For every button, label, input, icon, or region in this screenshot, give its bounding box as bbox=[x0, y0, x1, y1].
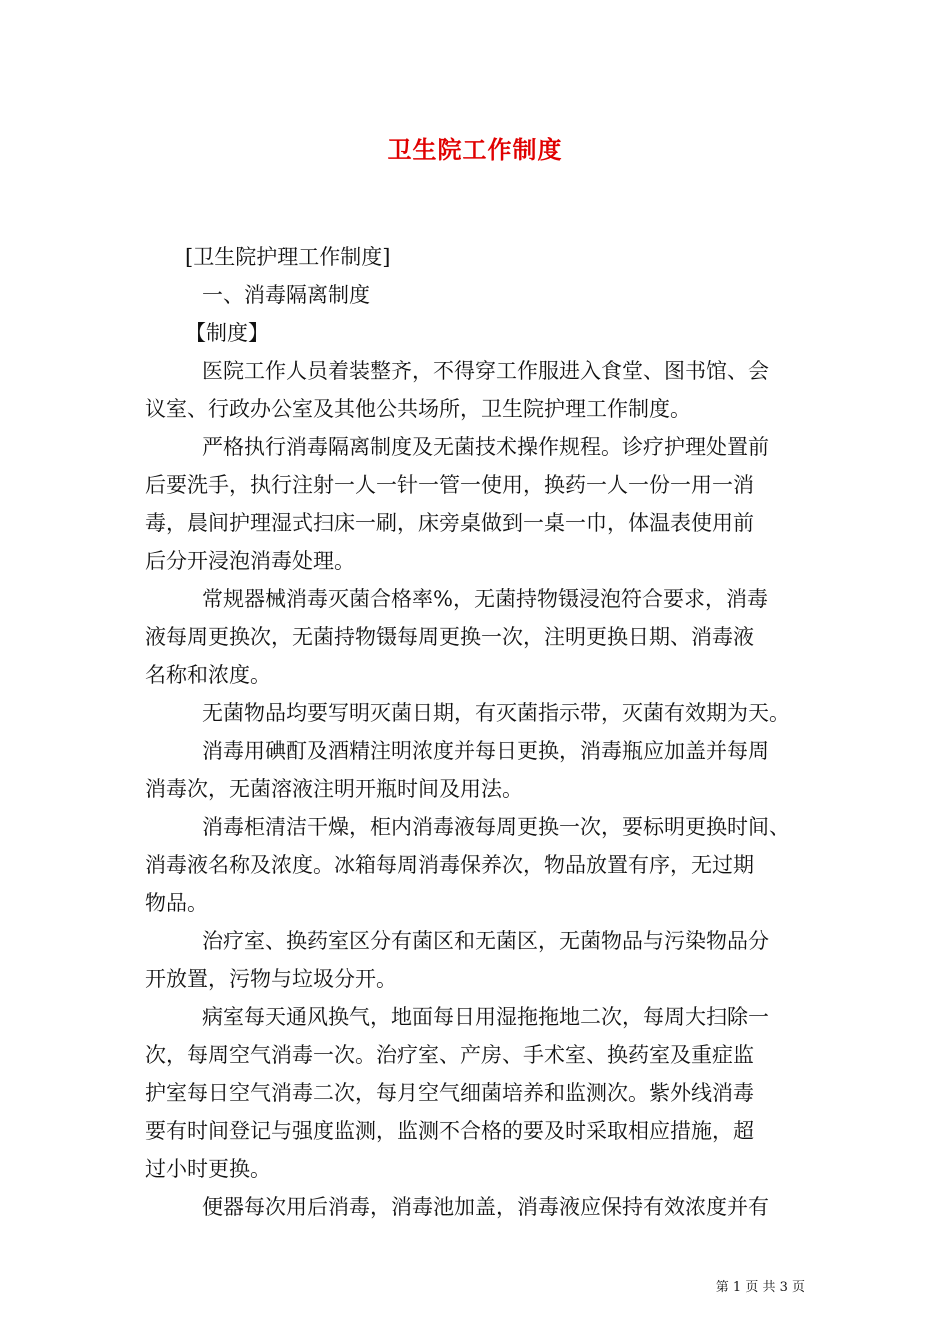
subtitle-bracket: [卫生院护理工作制度] bbox=[185, 245, 391, 269]
paragraph bbox=[145, 1188, 810, 1226]
paragraph-line: 严格执行消毒隔离制度及无菌技术操作规程。诊疗护理处置前 bbox=[202, 435, 769, 459]
paragraph-line: 护室每日空气消毒二次，每月空气细菌培养和监测次。紫外线消毒 bbox=[145, 1081, 754, 1105]
paragraph-line: 次，每周空气消毒一次。治疗室、产房、手术室、换药室及重症监 bbox=[145, 1043, 754, 1067]
paragraph bbox=[145, 808, 810, 922]
paragraph-line: 消毒用碘酊及酒精注明浓度并每日更换，消毒瓶应加盖并每周 bbox=[202, 739, 769, 763]
document-title: 卫生院工作制度 bbox=[387, 135, 563, 164]
paragraph-line: 开放置，污物与垃圾分开。 bbox=[145, 967, 397, 991]
paragraph bbox=[145, 998, 810, 1188]
paragraph-line: 消毒柜清洁干燥，柜内消毒液每周更换一次，要标明更换时间、 bbox=[202, 815, 790, 839]
section-heading: 一、消毒隔离制度 bbox=[202, 283, 370, 307]
paragraph-line: 常规器械消毒灭菌合格率%，无菌持物镊浸泡符合要求，消毒 bbox=[202, 587, 768, 611]
document-body bbox=[145, 238, 810, 1226]
paragraph-line: 液每周更换次，无菌持物镊每周更换一次，注明更换日期、消毒液 bbox=[145, 625, 754, 649]
paragraph-line: 后分开浸泡消毒处理。 bbox=[145, 549, 355, 573]
paragraph bbox=[145, 428, 810, 580]
paragraph-line: 名称和浓度。 bbox=[145, 663, 271, 687]
system-label: 【制度】 bbox=[185, 321, 269, 345]
paragraph-line: 议室、行政办公室及其他公共场所，卫生院护理工作制度。 bbox=[145, 397, 691, 421]
paragraph bbox=[145, 580, 810, 694]
paragraph-line: 过小时更换。 bbox=[145, 1157, 271, 1181]
page-footer: 第 1 页 共 3 页 bbox=[715, 1280, 805, 1295]
paragraph bbox=[145, 732, 810, 808]
paragraph-line: 治疗室、换药室区分有菌区和无菌区，无菌物品与污染物品分 bbox=[202, 929, 769, 953]
paragraph bbox=[145, 694, 810, 732]
paragraph-line: 消毒液名称及浓度。冰箱每周消毒保养次，物品放置有序，无过期 bbox=[145, 853, 754, 877]
paragraph-list bbox=[145, 352, 810, 1226]
paragraph-line: 便器每次用后消毒，消毒池加盖，消毒液应保持有效浓度并有 bbox=[202, 1195, 769, 1219]
paragraph-line: 物品。 bbox=[145, 891, 208, 915]
paragraph-line: 病室每天通风换气，地面每日用湿拖拖地二次，每周大扫除一 bbox=[202, 1005, 769, 1029]
paragraph-line: 要有时间登记与强度监测，监测不合格的要及时采取相应措施，超 bbox=[145, 1119, 754, 1143]
paragraph-line: 毒，晨间护理湿式扫床一刷，床旁桌做到一桌一巾，体温表使用前 bbox=[145, 511, 754, 535]
paragraph bbox=[145, 352, 810, 428]
paragraph-line: 后要洗手，执行注射一人一针一管一使用，换药一人一份一用一消 bbox=[145, 473, 754, 497]
paragraph-line: 医院工作人员着装整齐，不得穿工作服进入食堂、图书馆、会 bbox=[202, 359, 769, 383]
paragraph bbox=[145, 922, 810, 998]
paragraph-line: 无菌物品均要写明灭菌日期，有灭菌指示带，灭菌有效期为天。 bbox=[202, 701, 790, 725]
paragraph-line: 消毒次，无菌溶液注明开瓶时间及用法。 bbox=[145, 777, 523, 801]
